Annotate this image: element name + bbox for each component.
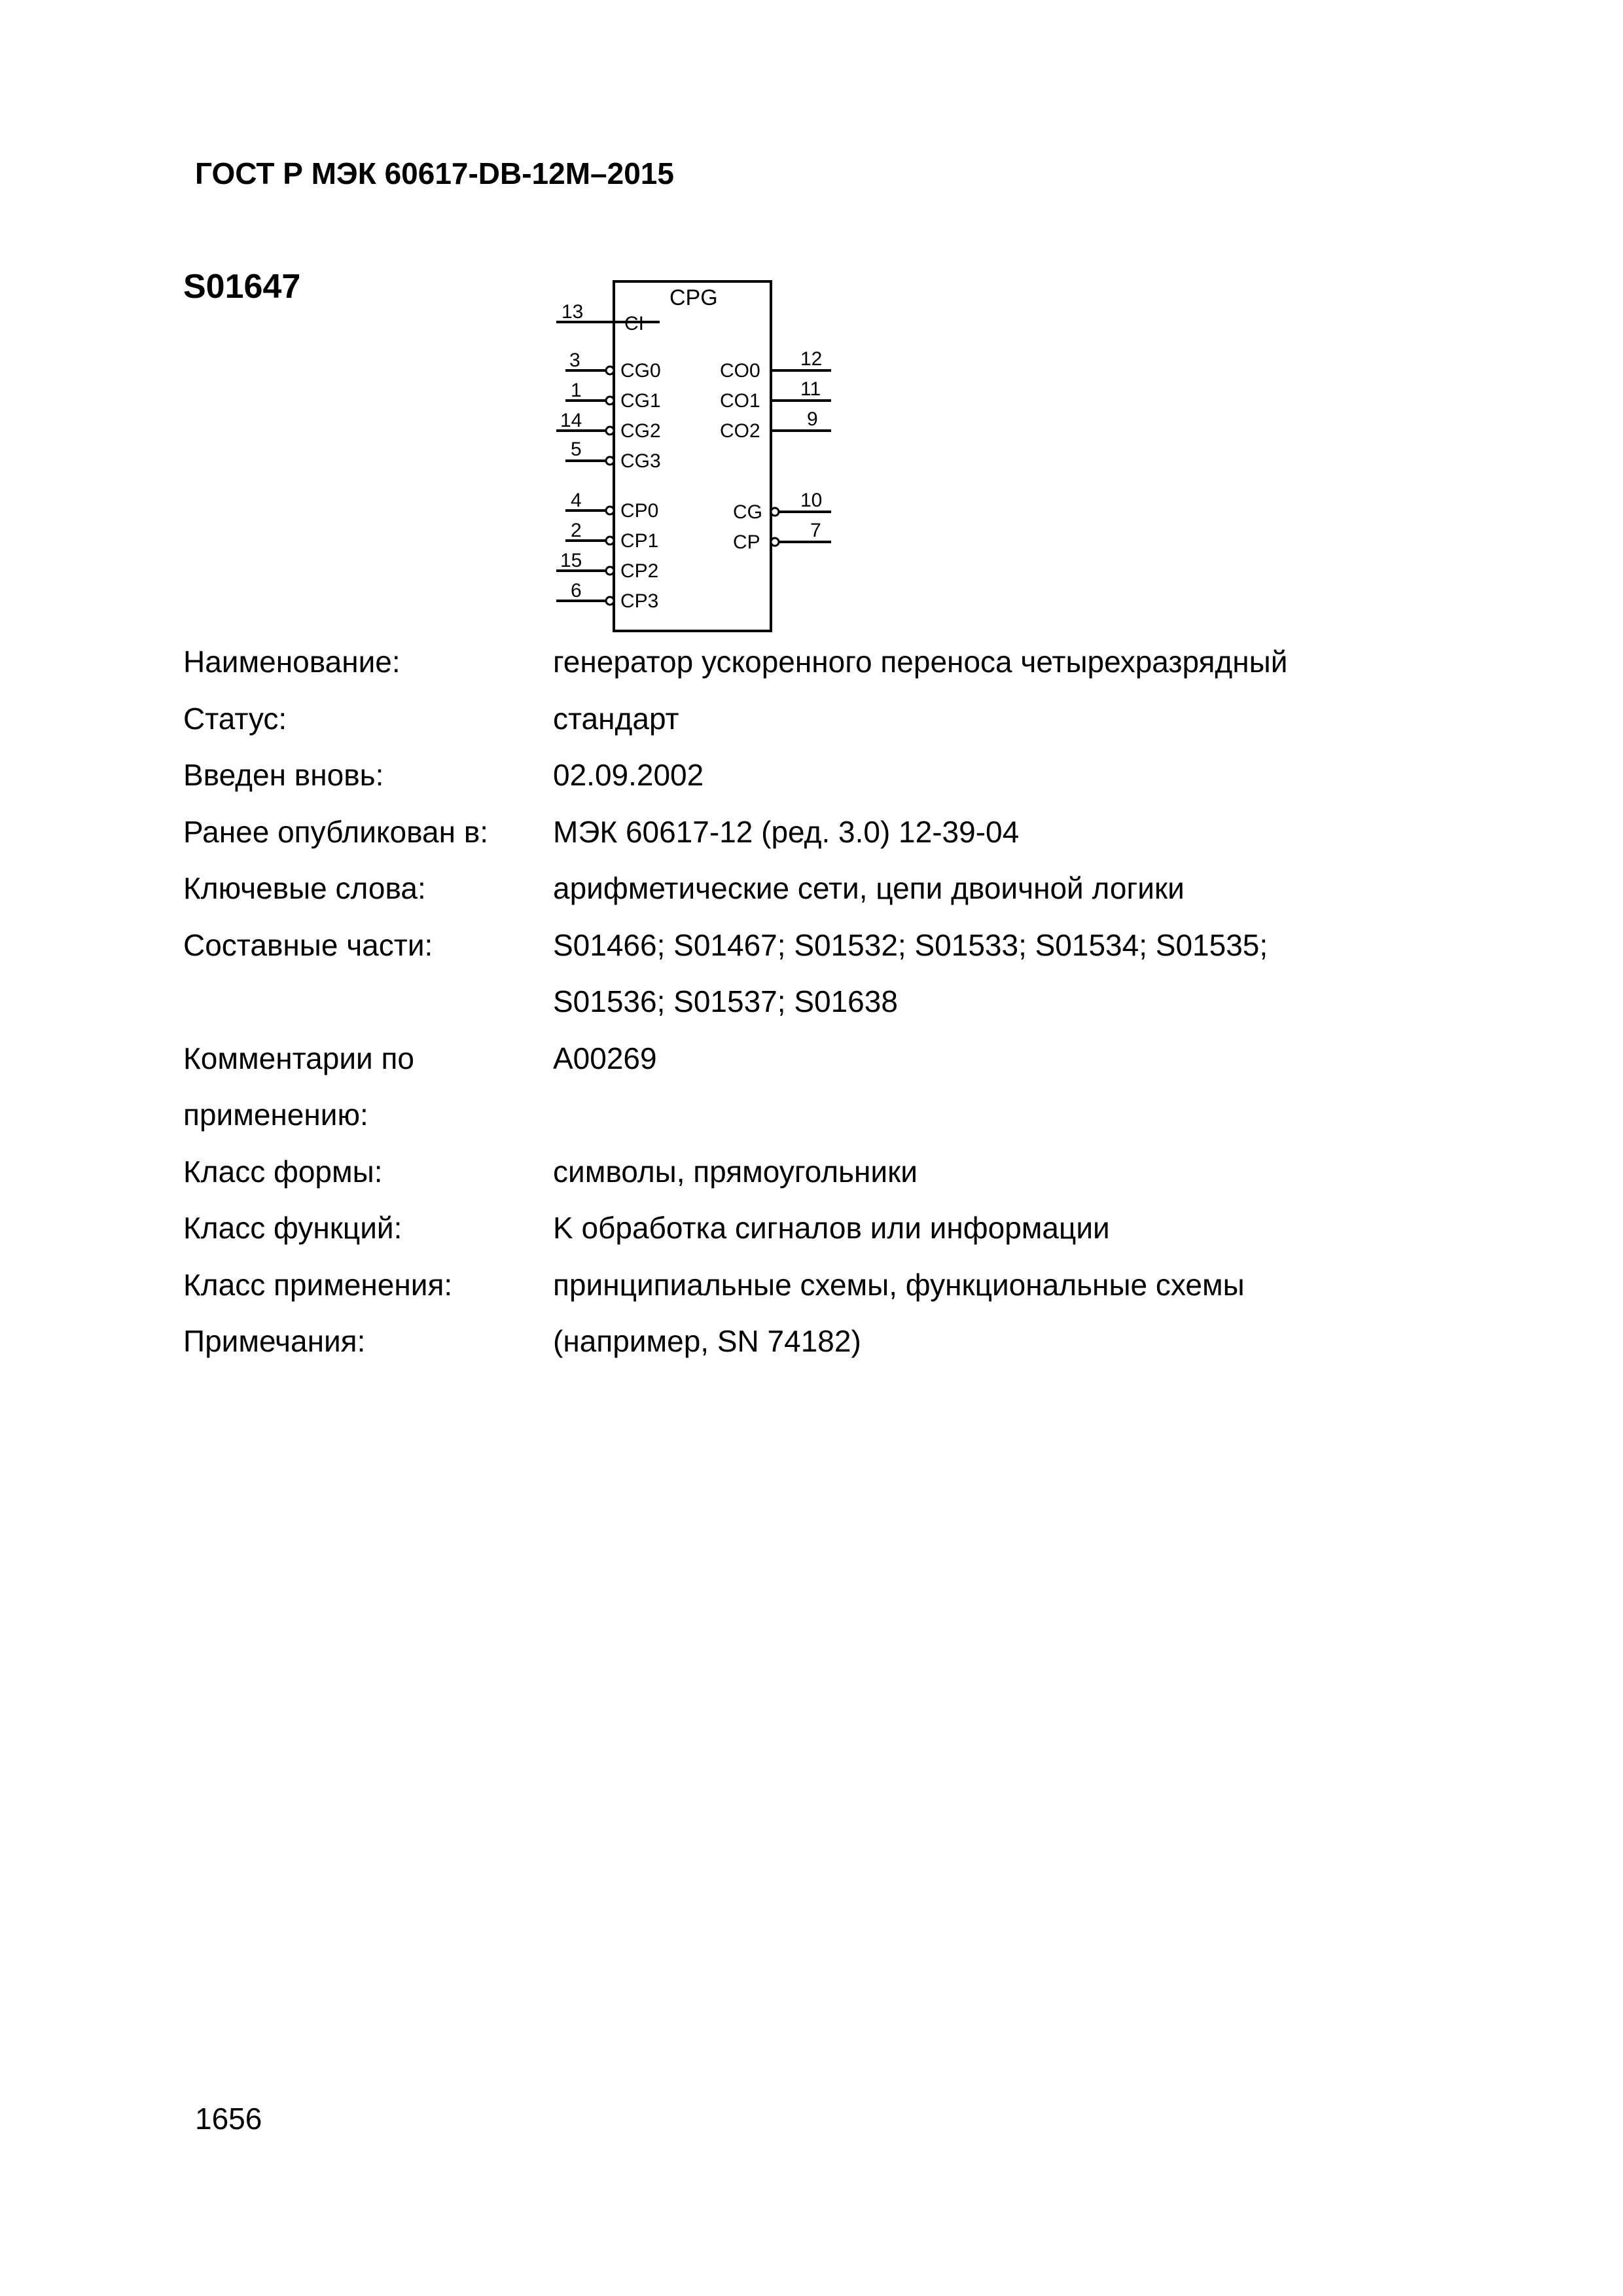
property-value: (например, SN 74182) bbox=[553, 1324, 861, 1358]
property-value: K обработка сигналов или информации bbox=[553, 1211, 1110, 1245]
pin-label: CP2 bbox=[620, 560, 659, 582]
pin-number: 11 bbox=[800, 378, 821, 400]
property-label: Ранее опубликован в: bbox=[183, 814, 489, 849]
properties-table bbox=[183, 634, 1492, 1370]
negation-circle bbox=[771, 538, 779, 546]
property-row-keywords bbox=[183, 860, 1492, 917]
negation-circle bbox=[606, 537, 614, 545]
pin-number: 6 bbox=[571, 580, 582, 601]
property-row-previously-published bbox=[183, 804, 1492, 861]
property-value: генератор ускоренного переноса четырехразрядный bbox=[553, 645, 1288, 679]
property-value: принципиальные схемы, функциональные схемы bbox=[553, 1267, 1245, 1302]
propagate-input-cp3 bbox=[556, 580, 658, 612]
pin-number: 3 bbox=[569, 350, 580, 371]
negation-circle bbox=[771, 508, 779, 516]
cpg-symbol-diagram bbox=[548, 279, 836, 632]
pin-label: CG0 bbox=[620, 360, 661, 382]
property-row-components bbox=[183, 917, 1492, 1030]
pin-label: CG3 bbox=[620, 450, 661, 472]
property-label: Статус: bbox=[183, 701, 287, 736]
generate-input-cg2 bbox=[556, 410, 661, 442]
pin-number: 5 bbox=[571, 439, 582, 460]
group-output-cp bbox=[733, 520, 831, 553]
negation-circle bbox=[606, 397, 614, 404]
pin-number: 12 bbox=[800, 348, 823, 370]
property-label: Наименование: bbox=[183, 645, 401, 679]
property-row-name bbox=[183, 634, 1492, 691]
group-output-cg bbox=[733, 490, 831, 523]
property-value: МЭК 60617-12 (ред. 3.0) 12-39-04 bbox=[553, 814, 1020, 849]
negation-circle bbox=[606, 507, 614, 514]
property-value: символы, прямоугольники bbox=[553, 1154, 918, 1189]
pin-number: 2 bbox=[571, 520, 582, 541]
property-label: Примечания: bbox=[183, 1324, 366, 1358]
property-value: S01536; S01537; S01638 bbox=[553, 984, 898, 1018]
pin-label: CP0 bbox=[620, 500, 659, 522]
property-label: Составные части: bbox=[183, 927, 433, 962]
pin-label: CG2 bbox=[620, 420, 661, 442]
propagate-input-cp2 bbox=[556, 550, 658, 582]
property-value: 02.09.2002 bbox=[553, 758, 704, 792]
pin-number: 15 bbox=[560, 550, 582, 571]
property-value: стандарт bbox=[553, 701, 679, 736]
property-label: Комментарии по bbox=[183, 1041, 414, 1075]
carry-output-co2 bbox=[720, 408, 831, 442]
property-value: арифметические сети, цепи двоичной логики bbox=[553, 871, 1185, 905]
pin-number: 10 bbox=[800, 490, 823, 511]
carry-in-label: CI bbox=[624, 313, 644, 334]
property-row-notes bbox=[183, 1313, 1492, 1370]
property-row-application-class bbox=[183, 1257, 1492, 1314]
box-label: CPG bbox=[669, 285, 718, 310]
pin-label: CO0 bbox=[720, 360, 760, 382]
carry-output-co1 bbox=[720, 378, 831, 412]
pin-number: 7 bbox=[810, 520, 821, 541]
symbol-code: S01647 bbox=[183, 268, 301, 306]
negation-circle bbox=[606, 567, 614, 575]
property-row-application-comments bbox=[183, 1030, 1492, 1143]
propagate-input-cp1 bbox=[565, 520, 658, 552]
pin-label: CP bbox=[733, 531, 760, 553]
property-row-status bbox=[183, 691, 1492, 747]
pin-label: CO2 bbox=[720, 420, 760, 442]
page-number: 1656 bbox=[195, 2102, 262, 2136]
pin-label: CP3 bbox=[620, 590, 659, 612]
carry-output-co0 bbox=[720, 348, 831, 382]
pin-number: 9 bbox=[807, 408, 818, 430]
property-label: Класс функций: bbox=[183, 1211, 402, 1245]
pin-number: 4 bbox=[571, 490, 582, 511]
negation-circle bbox=[606, 597, 614, 605]
property-value: A00269 bbox=[553, 1041, 657, 1075]
pin-number: 14 bbox=[560, 410, 582, 431]
pin-label: CG1 bbox=[620, 390, 661, 412]
pin-label: CP1 bbox=[620, 530, 659, 552]
pin-label: CO1 bbox=[720, 390, 760, 412]
carry-in-pin: 13 bbox=[562, 301, 584, 323]
propagate-input-cp0 bbox=[565, 490, 658, 522]
pin-label: CG bbox=[733, 501, 762, 523]
property-label: применению: bbox=[183, 1098, 368, 1132]
property-label: Класс применения: bbox=[183, 1267, 453, 1302]
negation-circle bbox=[606, 427, 614, 435]
property-label: Ключевые слова: bbox=[183, 871, 426, 905]
pin-number: 1 bbox=[571, 380, 582, 401]
negation-circle bbox=[606, 367, 614, 374]
property-value: S01466; S01467; S01532; S01533; S01534; S01535; bbox=[553, 927, 1268, 962]
property-label: Введен вновь: bbox=[183, 758, 384, 792]
document-header: ГОСТ Р МЭК 60617-DB-12М–2015 bbox=[195, 156, 674, 190]
negation-circle bbox=[606, 457, 614, 465]
property-row-function-class bbox=[183, 1200, 1492, 1257]
property-row-introduced bbox=[183, 747, 1492, 804]
property-row-shape-class bbox=[183, 1143, 1492, 1200]
property-label: Класс формы: bbox=[183, 1154, 383, 1189]
